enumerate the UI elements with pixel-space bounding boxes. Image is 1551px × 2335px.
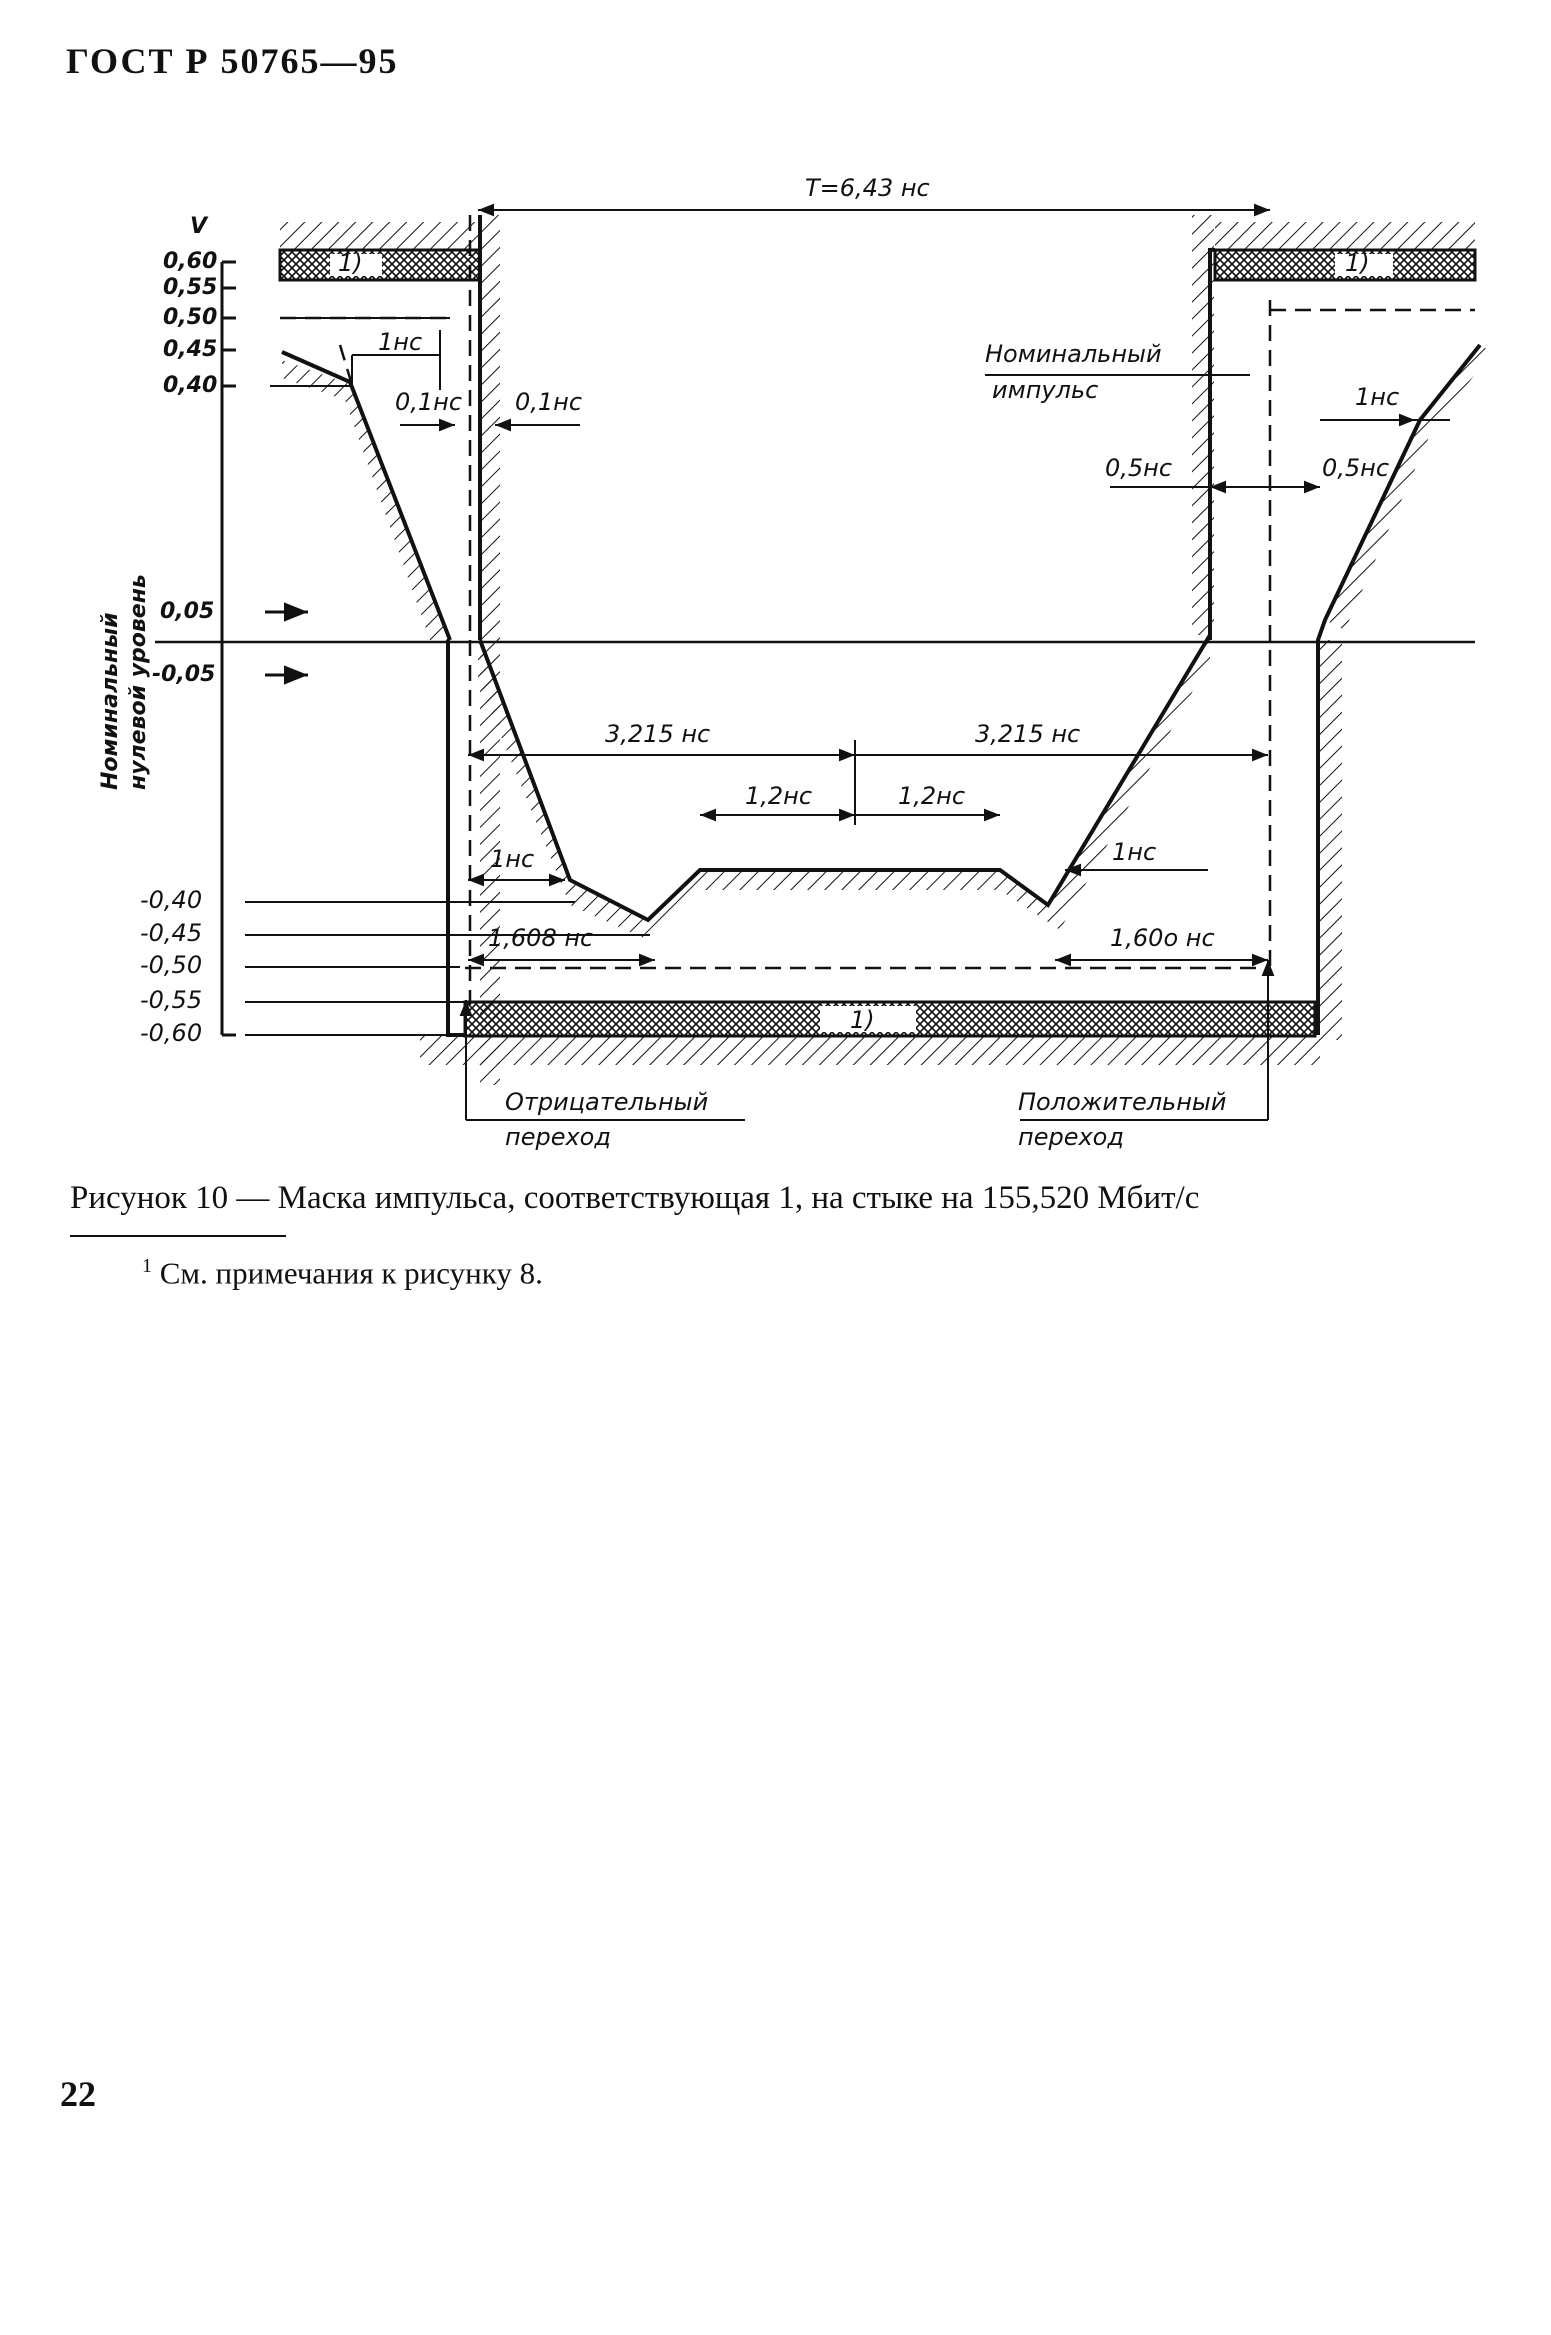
footnote-marker: 1	[142, 1255, 152, 1277]
axis-unit-label: V	[190, 214, 208, 239]
dim-12ns-left: 1,2нс	[745, 782, 813, 810]
dimension-lines	[352, 210, 1450, 1120]
dim-1ns-right-top: 1нс	[1355, 383, 1400, 411]
page-number: 22	[60, 2074, 96, 2114]
footnote-text: См. примечания к рисунку 8.	[152, 1255, 543, 1291]
positive-transition-line2: переход	[1018, 1123, 1124, 1151]
y-tick-minus060: -0,60	[140, 1019, 203, 1047]
dim-1ns-left: 1нс	[378, 328, 423, 356]
y-axis-title-line2: нулевой уровень	[126, 574, 151, 790]
nominal-pulse-label-line1: Номинальный	[985, 340, 1162, 368]
footnote	[142, 1255, 543, 1291]
dim-3215ns-right: 3,215 нс	[975, 720, 1081, 748]
dim-01ns-right: 0,1нс	[515, 388, 583, 416]
y-tick-minus040: -0,40	[140, 886, 203, 914]
y-tick-055: 0,55	[163, 275, 218, 300]
dim-05ns-left: 0,5нс	[1105, 454, 1173, 482]
note-marker-bottom: 1)	[850, 1006, 875, 1034]
figure-caption: Рисунок 10 — Маска импульса, соответствующая 1, на стыке на 155,520 Мбит/с	[70, 1180, 1200, 1216]
nominal-pulse-label-line2: импульс	[992, 376, 1099, 404]
positive-transition-line1: Положительный	[1018, 1088, 1227, 1116]
y-tick-minus055: -0,55	[140, 986, 203, 1014]
dim-3215ns-left: 3,215 нс	[605, 720, 711, 748]
dim-160ns: 1,60о нс	[1110, 924, 1215, 952]
pulse-mask-outline	[282, 215, 1480, 1035]
dim-1ns-bottom-left: 1нс	[490, 845, 535, 873]
dim-1608ns: 1,608 нс	[488, 924, 594, 952]
y-tick-045: 0,45	[163, 337, 218, 362]
negative-transition-line2: переход	[505, 1123, 611, 1151]
y-axis-title-line1: Номинальный	[98, 612, 123, 790]
y-tick-minus045: -0,45	[140, 919, 203, 947]
dim-1ns-bottom-right: 1нс	[1112, 838, 1157, 866]
note-marker-top-right: 1)	[1345, 249, 1370, 277]
y-tick-040: 0,40	[163, 373, 218, 398]
y-tick-050: 0,50	[163, 305, 218, 330]
document-header: ГОСТ Р 50765—95	[66, 41, 399, 81]
period-label: T=6,43 нс	[805, 174, 930, 202]
dim-01ns-left: 0,1нс	[395, 388, 463, 416]
y-tick-060: 0,60	[163, 249, 218, 274]
negative-transition-line1: Отрицательный	[505, 1088, 709, 1116]
y-tick-minus050: -0,50	[140, 951, 203, 979]
mask-hatch-regions	[280, 215, 1490, 1085]
note-marker-top-left: 1)	[338, 249, 363, 277]
dim-12ns-right: 1,2нс	[898, 782, 966, 810]
y-tick-minus005: -0,05	[152, 662, 216, 687]
caption-divider	[70, 1235, 286, 1237]
y-tick-005: 0,05	[160, 599, 215, 624]
dim-05ns-right: 0,5нс	[1322, 454, 1390, 482]
